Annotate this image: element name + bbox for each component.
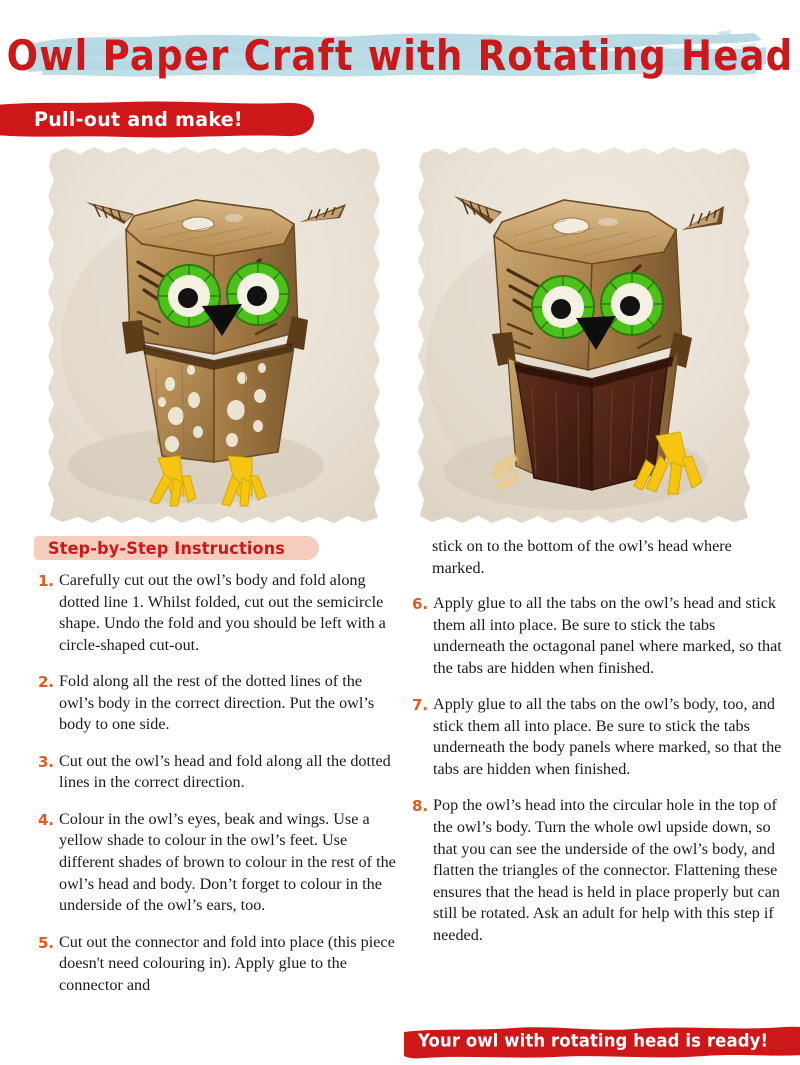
photo-gallery — [0, 144, 800, 526]
step-text: Apply glue to all the tabs on the owl’s head and stick them all into place. Be sure to stick the tabs underneath the octagonal panel where marked, so that the tabs are hidden when finished. — [433, 594, 782, 677]
owl-photo-front — [46, 144, 383, 526]
step-number: 8. — [412, 797, 429, 816]
step-text: Colour in the owl’s eyes, beak and wings. Use a yellow shade to colour in the owl’s feet. Use different shades of brown to colour in the rest of the owl’s head and body. Don’t forget to colour in the underside of the owl’s ears, too. — [59, 809, 396, 915]
step-number: 4. — [38, 810, 55, 829]
instructions-left-column — [38, 536, 398, 1011]
step-text: Pop the owl’s head into the circular hole in the top of the owl’s body. Turn the whole owl upside down, so that you can see the underside of the owl’s body, and flatten the triangles of the connector. Flattening these ensures that the head is held in place properly but can still be rotated. Ask an adult for help with this step if needed. — [433, 796, 781, 944]
step-number: 5. — [38, 933, 55, 952]
ready-banner-label: Your owl with rotating head is ready! — [418, 1031, 769, 1051]
continuation-text: stick on to the bottom of the owl’s head where marked. — [432, 537, 732, 577]
page-title: Owl Paper Craft with Rotating Head — [6, 32, 794, 81]
step-number: 3. — [38, 752, 55, 771]
pullout-banner-label: Pull-out and make! — [34, 108, 243, 132]
step-text: Cut out the connector and fold into place (this piece doesn't need colouring in). Apply glue to the connector and — [59, 932, 395, 994]
section-heading-label: Step-by-Step Instructions — [48, 538, 286, 559]
list-item — [38, 671, 398, 736]
step-number: 7. — [412, 696, 429, 715]
page-title-banner — [0, 22, 800, 90]
list-item — [38, 809, 398, 917]
owl-rotated-illustration-icon — [416, 144, 753, 526]
step-number: 2. — [38, 673, 55, 692]
owl-front-illustration-icon — [46, 144, 383, 526]
step-text: Apply glue to all the tabs on the owl’s body, too, and stick them all into place. Be sure to stick the tabs underneath the body panels where marked, so that the tabs are hidden when finished. — [433, 695, 782, 778]
list-item — [412, 694, 784, 780]
step-text: Fold along all the rest of the dotted lines of the owl’s body in the correct direction. Put the owl’s body to one side. — [59, 672, 375, 734]
pullout-banner — [0, 100, 316, 140]
instructions-right-column — [412, 536, 784, 961]
step-number: 6. — [412, 595, 429, 614]
step-text: Carefully cut out the owl’s body and fold along dotted line 1. Whilst folded, cut out the semicircle shape. Undo the fold and you should be left with a circle-shaped cut-out. — [59, 571, 386, 654]
step-text: Cut out the owl’s head and fold along all the dotted lines in the correct direction. — [59, 751, 391, 792]
list-item — [38, 570, 398, 656]
step-number: 1. — [38, 572, 55, 590]
owl-photo-rotated — [416, 144, 753, 526]
list-item — [412, 593, 784, 679]
list-item — [412, 795, 784, 946]
list-item — [38, 751, 398, 794]
list-item — [38, 932, 398, 997]
ready-banner — [404, 1022, 800, 1062]
